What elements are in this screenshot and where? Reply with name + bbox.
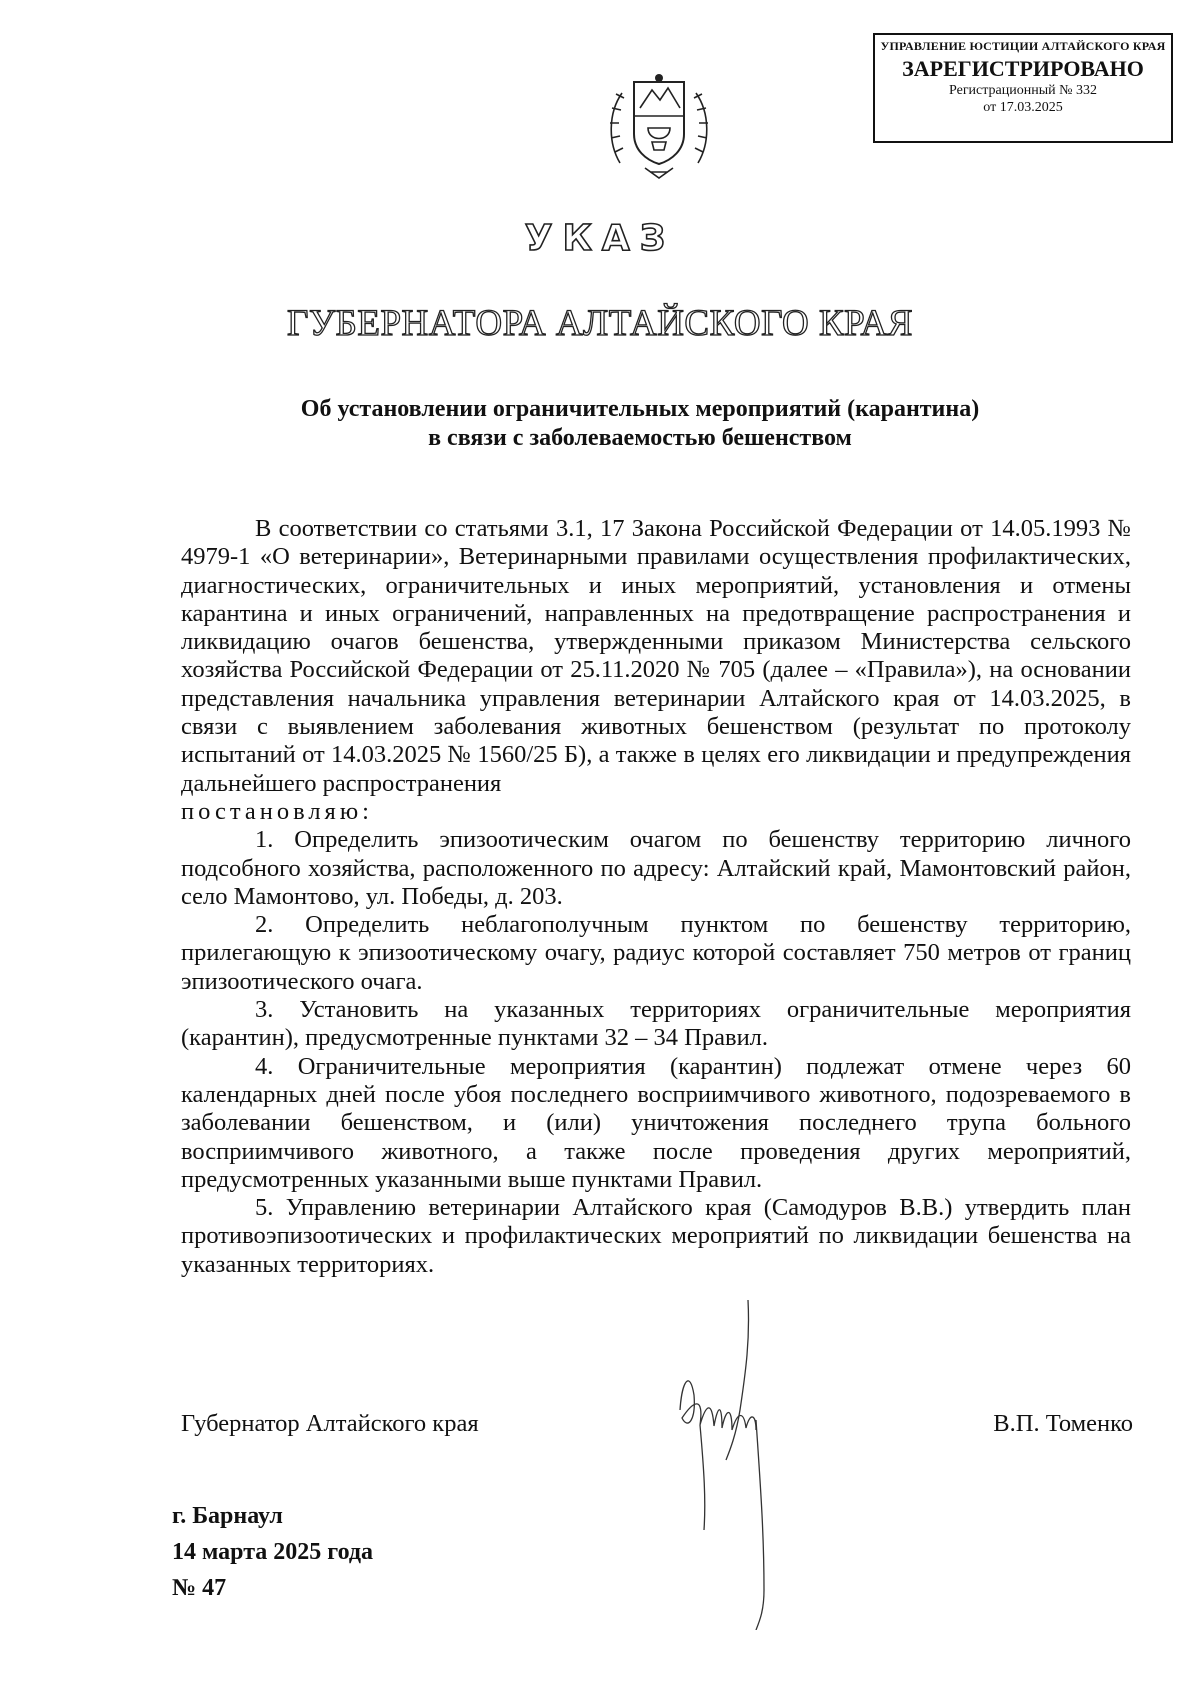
item-2: 2. Определить неблагополучным пунктом по бешенству территорию, прилегающую к эпизоотическому очагу, радиус которой составляет 750 метров от границ эпизоотического очага. [181, 911, 1131, 995]
decree-number: № 47 [172, 1575, 227, 1601]
issue-city: г. Барнаул [172, 1503, 283, 1529]
decree-authority: ГУБЕРНАТОРА АЛТАЙСКОГО КРАЯ [287, 303, 913, 344]
title-line-2: в связи с заболеваемостью бешенством [428, 425, 852, 451]
stamp-reg-date: от 17.03.2025 [983, 100, 1063, 115]
stamp-reg-number: Регистрационный № 332 [949, 83, 1097, 98]
issue-date: 14 марта 2025 года [172, 1539, 374, 1565]
signer-name: В.П. Томенко [993, 1410, 1133, 1437]
stamp-status: ЗАРЕГИСТРИРОВАНО [902, 56, 1144, 81]
decree-heading: УКАЗ [524, 218, 676, 259]
preamble: В соответствии со статьями 3.1, 17 Закона Российской Федерации от 14.05.1993 № 4979-1 «О ветеринарии», Ветеринарными правилами осуществления профилактических, диагностических, ограничительных и иных мероприятий, установления и отмены карантина и иных ограничений, направленных на предотвращение распространения и ликвидацию очагов бешенства, утвержденными приказом Министерства сельского хозяйства Российской Федерации от 25.11.2020 № 705 (далее – «Правила»), на основании представления начальника управления ветеринарии Алтайского края от 14.03.2025, в связи с выявлением заболевания животных бешенством (результат по протоколу испытаний от 14.03.2025 № 1560/25 Б), а также в целях его ликвидации и предупреждения дальнейшего распространения [181, 515, 1131, 797]
issue-details [172, 1498, 373, 1606]
stamp-org: УПРАВЛЕНИЕ ЮСТИЦИИ АЛТАЙСКОГО КРАЯ [880, 39, 1166, 53]
handwritten-signature [660, 1300, 820, 1630]
signer-position: Губернатор Алтайского края [181, 1410, 479, 1437]
item-3: 3. Установить на указанных территориях ограничительные мероприятия (карантин), предусмотренные пунктами 32 – 34 Правил. [181, 996, 1131, 1052]
registration-stamp [873, 33, 1173, 143]
document-body [181, 515, 1131, 1279]
coat-of-arms-icon [600, 68, 718, 186]
item-5: 5. Управлению ветеринарии Алтайского края (Самодуров В.В.) утвердить план противоэпизоотических и профилактических мероприятий по ликвидации бешенства на указанных территориях. [181, 1194, 1131, 1278]
document-title [220, 395, 1060, 453]
item-4: 4. Ограничительные мероприятия (карантин) подлежат отмене через 60 календарных дней после убоя последнего восприимчивого животного, подозреваемого в заболевании бешенством, и (или) уничтожения последнего трупа больного восприимчивого животного, а также после проведения других мероприятий, предусмотренных указанными выше пунктами Правил. [181, 1052, 1131, 1193]
item-1: 1. Определить эпизоотическим очагом по бешенству территорию личного подсобного хозяйства, расположенного по адресу: Алтайский край, Мамонтовский район, село Мамонтово, ул. Победы, д. 203. [181, 826, 1131, 910]
resolve-word: постановляю: [181, 797, 373, 825]
title-line-1: Об установлении ограничительных мероприятий (карантина) [300, 396, 980, 422]
